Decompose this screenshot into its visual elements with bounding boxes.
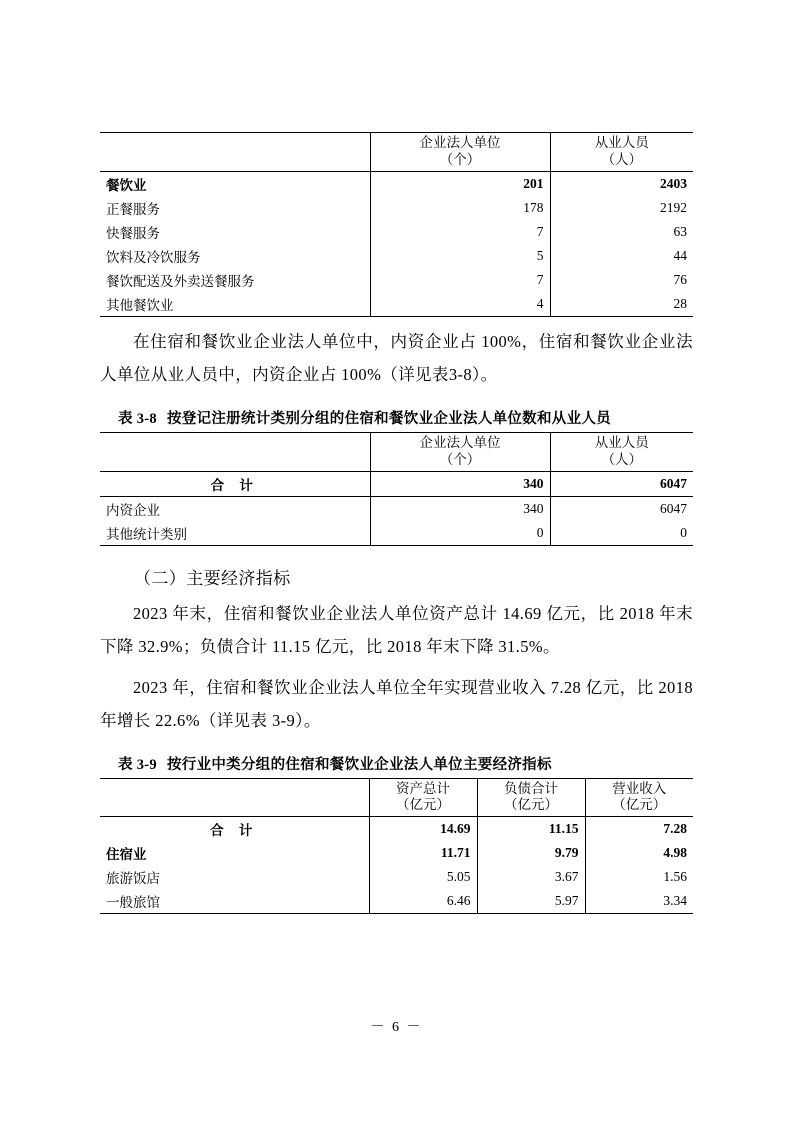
row-units: 7 bbox=[370, 268, 550, 292]
table-row-total bbox=[100, 817, 693, 842]
row-units: 178 bbox=[370, 196, 550, 220]
row-employees: 2192 bbox=[660, 199, 687, 215]
header-cell-blank bbox=[100, 432, 370, 471]
table-header-row bbox=[100, 432, 693, 471]
row-units: 340 bbox=[370, 496, 550, 521]
row-revenue: 4.98 bbox=[663, 845, 687, 861]
paragraph-foreign-capital-share: 在住宿和餐饮业企业法人单位中，内资企业占 100%，住宿和餐饮业企业法人单位从业人员中，内资企业占 100%（详见表3-8）。 bbox=[100, 331, 693, 384]
row-units: 7 bbox=[370, 220, 550, 244]
table-row bbox=[100, 841, 693, 865]
row-employees: 6047 bbox=[550, 471, 693, 496]
row-employees: 28 bbox=[550, 292, 693, 317]
row-units: 201 bbox=[370, 171, 550, 196]
row-liabilities: 11.15 bbox=[477, 817, 585, 842]
table-row bbox=[100, 521, 693, 546]
row-label: 旅游饭店 bbox=[106, 871, 160, 887]
table-catering-industry bbox=[100, 132, 693, 317]
row-revenue: 7.28 bbox=[663, 821, 687, 837]
table-header-row bbox=[100, 133, 693, 172]
row-label: 其他统计类别 bbox=[100, 521, 370, 546]
row-liabilities: 3.67 bbox=[477, 865, 585, 889]
header-units-unit: （个） bbox=[439, 451, 481, 467]
table-3-8-caption-number: 表 3-8 bbox=[118, 410, 157, 427]
row-label: 餐饮配送及外卖送餐服务 bbox=[106, 273, 255, 289]
header-revenue-label: 营业收入 bbox=[612, 780, 667, 796]
row-label: 内资企业 bbox=[106, 502, 160, 518]
header-cell-units bbox=[370, 133, 550, 172]
table-row bbox=[100, 889, 693, 914]
table-3-9-caption bbox=[100, 753, 693, 774]
header-employees-unit: （人） bbox=[601, 151, 642, 167]
paragraph-assets-liabilities: 2023 年末，住宿和餐饮业企业法人单位资产总计 14.69 亿元，比 2018 年末下降 32.9%；负债合计 11.15 亿元，比 2018 年末下降 31.5%。 bbox=[100, 603, 693, 656]
table-row bbox=[100, 244, 693, 268]
table-3-8-caption-text: 按登记注册统计类别分组的住宿和餐饮业企业法人单位数和从业人员 bbox=[166, 410, 611, 427]
row-assets: 14.69 bbox=[369, 817, 477, 842]
row-revenue: 3.34 bbox=[585, 889, 693, 914]
row-employees: 0 bbox=[550, 521, 693, 546]
header-units-unit: （个） bbox=[439, 151, 481, 167]
table-row bbox=[100, 292, 693, 317]
row-liabilities: 9.79 bbox=[477, 841, 585, 865]
row-label: 合 计 bbox=[210, 823, 259, 839]
header-cell-units bbox=[370, 432, 550, 471]
header-liabilities-unit: （亿元） bbox=[504, 797, 558, 813]
table-row bbox=[100, 496, 693, 521]
row-label: 快餐服务 bbox=[106, 225, 160, 241]
row-employees: 6047 bbox=[660, 500, 687, 516]
page-content bbox=[100, 130, 693, 914]
table-row bbox=[100, 171, 693, 196]
row-label: 饮料及冷饮服务 bbox=[106, 249, 201, 265]
table-row-total bbox=[100, 471, 693, 496]
table-3-9-caption-number: 表 3-9 bbox=[118, 756, 157, 773]
header-cell-blank bbox=[100, 133, 370, 172]
table-3-9 bbox=[100, 778, 693, 915]
table-3-8-caption bbox=[100, 407, 693, 428]
row-employees: 2403 bbox=[660, 175, 687, 191]
row-employees: 76 bbox=[673, 271, 687, 287]
table-row bbox=[100, 196, 693, 220]
header-cell-blank bbox=[100, 778, 369, 817]
row-liabilities: 5.97 bbox=[477, 889, 585, 914]
row-assets: 6.46 bbox=[369, 889, 477, 914]
header-liabilities-label: 负债合计 bbox=[504, 780, 558, 796]
header-cell-revenue bbox=[585, 778, 693, 817]
header-cell-employees bbox=[550, 432, 693, 471]
row-revenue: 1.56 bbox=[663, 869, 687, 885]
row-units: 4 bbox=[370, 292, 550, 317]
section-heading-main-economic-indicators: （二）主要经济指标 bbox=[134, 568, 291, 588]
header-cell-liabilities bbox=[477, 778, 585, 817]
row-employees: 44 bbox=[673, 247, 687, 263]
row-assets: 11.71 bbox=[369, 841, 477, 865]
header-cell-employees bbox=[550, 133, 693, 172]
row-units: 340 bbox=[370, 471, 550, 496]
row-label: 一般旅馆 bbox=[100, 889, 369, 914]
header-units-label: 企业法人单位 bbox=[419, 434, 501, 450]
header-units-label: 企业法人单位 bbox=[419, 135, 501, 150]
table-row bbox=[100, 865, 693, 889]
row-employees: 63 bbox=[673, 223, 687, 239]
table-3-8 bbox=[100, 432, 693, 546]
row-assets: 5.05 bbox=[369, 865, 477, 889]
row-label: 正餐服务 bbox=[106, 201, 160, 217]
row-label: 餐饮业 bbox=[106, 177, 147, 193]
header-employees-label: 从业人员 bbox=[594, 434, 649, 450]
header-assets-unit: （亿元） bbox=[396, 797, 450, 813]
header-employees-unit: （人） bbox=[601, 451, 642, 467]
row-label: 合 计 bbox=[100, 471, 370, 496]
header-employees-label: 从业人员 bbox=[594, 135, 649, 150]
row-units: 5 bbox=[370, 244, 550, 268]
header-cell-assets bbox=[369, 778, 477, 817]
table-row bbox=[100, 268, 693, 292]
row-label: 其他餐饮业 bbox=[100, 292, 370, 317]
table-header-row bbox=[100, 778, 693, 817]
header-revenue-unit: （亿元） bbox=[612, 797, 667, 813]
row-label: 住宿业 bbox=[106, 847, 147, 863]
table-row bbox=[100, 220, 693, 244]
page-number: － 6 － bbox=[370, 1020, 423, 1035]
table-3-9-caption-text: 按行业中类分组的住宿和餐饮业企业法人单位主要经济指标 bbox=[166, 756, 552, 773]
header-assets-label: 资产总计 bbox=[396, 780, 450, 796]
row-units: 0 bbox=[370, 521, 550, 546]
page-footer bbox=[0, 1016, 793, 1036]
paragraph-revenue: 2023 年，住宿和餐饮业企业法人单位全年实现营业收入 7.28 亿元，比 2018 年增长 22.6%（详见表 3-9）。 bbox=[100, 677, 693, 730]
